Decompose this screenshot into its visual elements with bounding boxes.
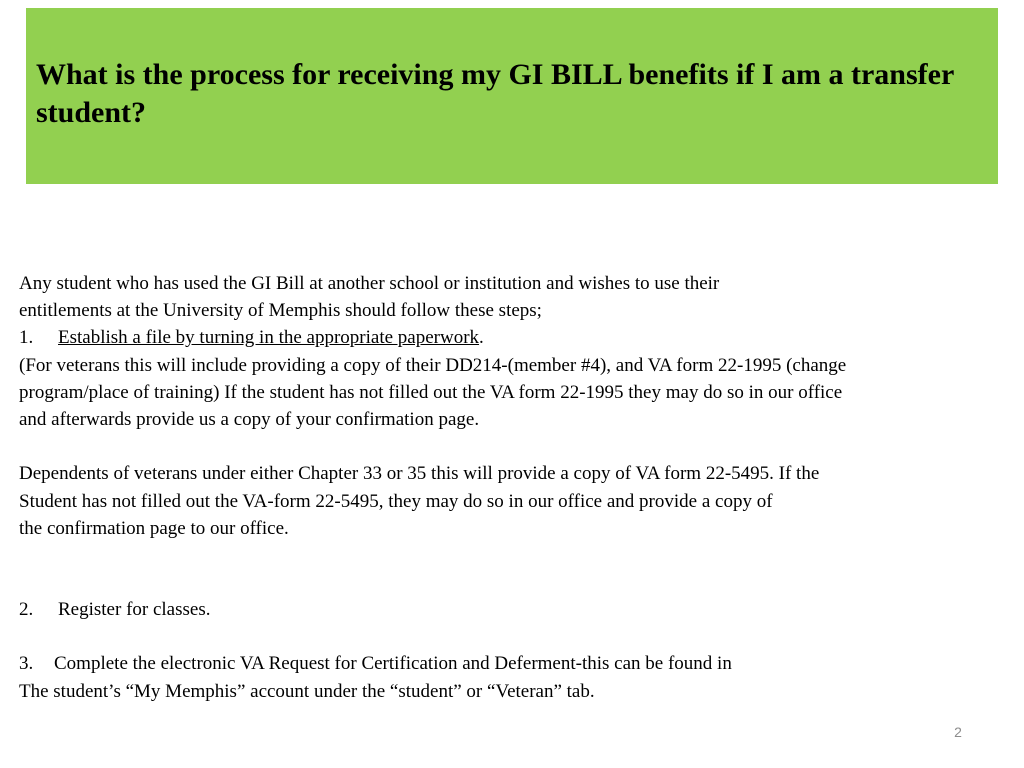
step-2 xyxy=(19,596,1019,623)
title-banner xyxy=(26,8,998,184)
step-1 xyxy=(19,324,1019,351)
intro-line-1: Any student who has used the GI Bill at another school or institution and wishes to use their xyxy=(19,273,720,294)
spacer xyxy=(19,542,1019,569)
dependents-line-3: the confirmation page to our office. xyxy=(19,517,289,539)
step-2-number: 2. xyxy=(19,599,34,621)
veterans-line-2: program/place of training) If the student has not filled out the VA form 22-1995 they may do so in our office xyxy=(19,381,843,403)
step-3 xyxy=(19,650,1019,677)
dependents-line-2: Student has not filled out the VA-form 22-5495, they may do so in our office and provide a copy of xyxy=(19,490,773,512)
spacer xyxy=(19,623,1019,650)
veterans-line-1: (For veterans this will include providing a copy of their DD214-(member #4), and VA form 22-1995 (change xyxy=(19,354,847,376)
dependents-line-1: Dependents of veterans under either Chapter 33 or 35 this will provide a copy of VA form 22-5495. If the xyxy=(19,463,820,485)
spacer xyxy=(19,569,1019,596)
spacer xyxy=(19,433,1019,460)
establish-file-link[interactable]: Establish a file by turning in the appropriate paperwork xyxy=(58,327,480,349)
slide-title: What is the process for receiving my GI BILL benefits if I am a transfer student? xyxy=(36,58,954,129)
step-3-continuation: The student’s “My Memphis” account under the “student” or “Veteran” tab. xyxy=(19,680,595,702)
intro-line-2: entitlements at the University of Memphis should follow these steps; xyxy=(19,300,542,322)
step-1-number: 1. xyxy=(19,327,34,349)
page-number: 2 xyxy=(954,724,962,740)
veterans-line-3: and afterwards provide us a copy of your confirmation page. xyxy=(19,408,480,430)
step-2-text: Register for classes. xyxy=(58,599,211,621)
step-1-period: . xyxy=(479,327,484,349)
step-3-text: Complete the electronic VA Request for Certification and Deferment-this can be found in xyxy=(54,653,732,675)
slide-body xyxy=(19,270,1019,705)
step-3-number: 3. xyxy=(19,653,34,675)
